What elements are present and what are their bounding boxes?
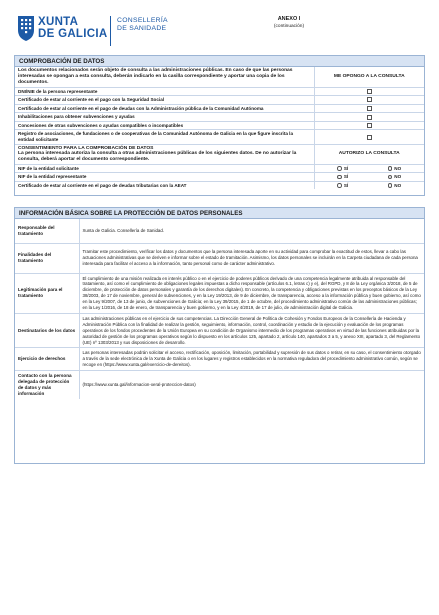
oppose-checkbox[interactable] xyxy=(367,106,372,111)
table-row xyxy=(15,164,424,173)
row-text: Las personas interesadas podrán solicitar el acceso, rectificación, oposición, limitación, portabilidad y supresión de sus datos o retirar, en su caso, el consentimiento otorgado a través de la sede electrónica de la Xunta de Galicia o en los lugares y registros establecidos en la normativa reguladora del procedimiento administrativo común, según se recoge en (https://www.xunta.gal/exercicio-de-dereitos). xyxy=(79,348,424,371)
consent-title: CONSENTIMIENTO PARA LA COMPROBACIÓN DE DATOS xyxy=(18,145,154,151)
oppose-column-header: ME OPONGO A LA CONSULTA xyxy=(314,67,424,87)
table-row xyxy=(15,348,424,371)
department-line1: CONSELLERÍA xyxy=(117,17,168,24)
oppose-checkbox[interactable] xyxy=(367,97,372,102)
authorize-column-header: AUTORIZO LA CONSULTA xyxy=(314,144,424,164)
row-text: Tramitar este procedimiento, verificar los datos y documentos que la persona interesada aporte en su actividad para comprobar la exactitud de estos, llevar a cabo las actuaciones administrativas que se deriven e informar sobre el estado de tramitación. Asimismo, los datos personales se incluirán en la Carpeta ciudadana de cada persona interesada para facilitar el acceso a la información, tanto personal como de carácter administrativo. xyxy=(79,243,424,273)
yes-label: SÍ xyxy=(343,165,349,171)
table-row xyxy=(15,173,424,182)
consent-block xyxy=(15,144,314,164)
verification-item: Inhabilitaciones para obtener subvenciones y ayudas xyxy=(15,113,314,122)
row-label: Legitimación para el tratamiento xyxy=(15,273,79,313)
oppose-checkbox[interactable] xyxy=(367,115,372,120)
data-protection-section xyxy=(14,207,425,464)
row-text: Xunta de Galicia. Consellería de Sanidad. xyxy=(79,219,424,243)
row-label: Contacto con la persona delegada de protección de datos y más información xyxy=(15,371,79,399)
table-row xyxy=(15,313,424,348)
no-radio[interactable] xyxy=(388,175,393,180)
table-row xyxy=(15,181,424,189)
yes-radio[interactable] xyxy=(337,175,342,180)
row-label: Ejercicio de derechos xyxy=(15,348,79,371)
no-label: NO xyxy=(394,165,402,171)
table-row xyxy=(15,87,424,96)
xunta-logo xyxy=(16,14,108,46)
verification-item: Concesiones de otras subvenciones o ayudas compatibles o incompatibles xyxy=(15,121,314,130)
row-text: El cumplimiento de una misión realizada en interés público o en el ejercicio de poderes públicos derivado de una competencia legalmente atribuida al responsable del tratamiento, así como el cumplimiento de obligaciones legales impuestas a dicho responsable (artículos 6.1, letras c) y e), del RGPD, y 8 de la Ley orgánica 3/2018, de 5 de diciembre, de protección de datos personales y garantía de los derechos digitales). En concreto, la competencia y obligaciones previstas en los preceptos básicos de la Ley 38/2003, de 17 de noviembre, general de subvenciones, y en la Ley 19/2013, de 9 de diciembre, de transparencia, acceso a la información pública y buen gobierno, así como en la Ley 9/2007, de 13 de junio, de subvenciones de Galicia; en la Ley 39/2015, de 1 de octubre, del procedimiento administrativo común de las administraciones públicas; en la Ley 1/2016, de 18 de enero, de transparencia y buen gobierno, y en la Ley 4/2019, de 17 de julio, de administración digital de Galicia. xyxy=(79,273,424,313)
verification-item: Registro de asociaciones, de fundaciones o de cooperativas de la Comunidad Autónoma de Galicia en la que figure inscrita la entidad solicitante xyxy=(15,130,314,144)
row-text-link[interactable]: (https://www.xunta.gal/informacion-xeral-proteccion-datos) xyxy=(82,382,196,388)
consent-text: La persona interesada autoriza la consulta a otras administraciones públicas de los siguientes datos. De no autorizar la consulta, deberá aportar el documento correspondiente. xyxy=(18,151,297,162)
verification-item: Certificado de estar al corriente en el pago con la Seguridad Social xyxy=(15,96,314,105)
annex-subtitle: (continuación) xyxy=(273,24,305,29)
oppose-checkbox[interactable] xyxy=(367,123,372,128)
row-label: Finalidades del tratamiento xyxy=(15,243,79,273)
yes-label: SÍ xyxy=(343,174,349,180)
verification-item: DNI/NIE de la persona representante xyxy=(15,87,314,96)
logo-line2: DE GALICIA xyxy=(38,28,108,40)
consent-item: NIF de la entidad solicitante xyxy=(15,164,314,173)
table-row xyxy=(15,371,424,399)
row-label: Responsable del tratamiento xyxy=(15,219,79,243)
consent-item: Certificado de estar al corriente en el pago de deudas tributarias con la AEAT xyxy=(18,182,187,188)
no-label: NO xyxy=(394,182,402,188)
header-divider xyxy=(110,16,111,46)
table-row xyxy=(15,219,424,243)
table-row xyxy=(15,104,424,113)
consent-item: NIF de la entidad representante xyxy=(15,173,314,182)
section-title: COMPROBACIÓN DE DATOS xyxy=(15,56,424,67)
document-header xyxy=(14,14,425,54)
yes-radio[interactable] xyxy=(337,183,342,188)
table-row xyxy=(15,113,424,122)
table-row xyxy=(15,121,424,130)
section-title: INFORMACIÓN BÁSICA SOBRE LA PROTECCIÓN DE DATOS PERSONALES xyxy=(15,208,424,219)
yes-radio[interactable] xyxy=(337,166,342,171)
oppose-checkbox[interactable] xyxy=(367,135,372,140)
row-label: Destinatarios de los datos xyxy=(15,313,79,348)
yes-label: SÍ xyxy=(343,182,349,188)
verification-intro: Los documentos relacionados serán objeto de consulta a las administraciones públicas. En caso de que las personas interesadas se opongan a esta consulta, deberán indicarlo en la casilla correspondiente y aportar una copia de los documentos. xyxy=(15,67,314,87)
data-verification-section xyxy=(14,55,425,196)
verification-item: Certificado de estar al corriente en el pago de deudas con la Administración pública de la Comunidad Autónoma xyxy=(15,104,314,113)
table-row xyxy=(15,130,424,144)
table-row xyxy=(15,273,424,313)
no-radio[interactable] xyxy=(388,166,393,171)
row-text: Las administraciones públicas en el ejercicio de sus competencias. La Dirección General de Política de Cohesión y Fondos Europeos de la Consellería de Hacienda y Administración Pública con la finalidad de realizar la gestión, seguimiento, información, control, coordinación y estudio de la ejecución y evaluación de los programas operativos de los fondos procedentes de la Unión Europea en su condición de Organismo intermedio de los programas operativos en virtud de las funciones atribuidas por la autoridad de gestión de los programas operativos según lo dispuesto en los artículos 125, apartado 2, artículo 140, apartados 3 a 5, y anexo XIII, apartado 3, del Reglamento (UE) nº 1303/2013 y sus disposiciones de desarrollo. xyxy=(79,313,424,348)
table-row xyxy=(15,243,424,273)
annex-title: ANEXO I xyxy=(277,16,301,22)
no-radio[interactable] xyxy=(388,183,393,188)
table-row xyxy=(15,96,424,105)
department-line2: DE SANIDADE xyxy=(117,25,167,32)
logo-line1: XUNTA xyxy=(38,16,79,28)
no-label: NO xyxy=(394,174,402,180)
galicia-shield-icon xyxy=(16,14,36,42)
oppose-checkbox[interactable] xyxy=(367,89,372,94)
